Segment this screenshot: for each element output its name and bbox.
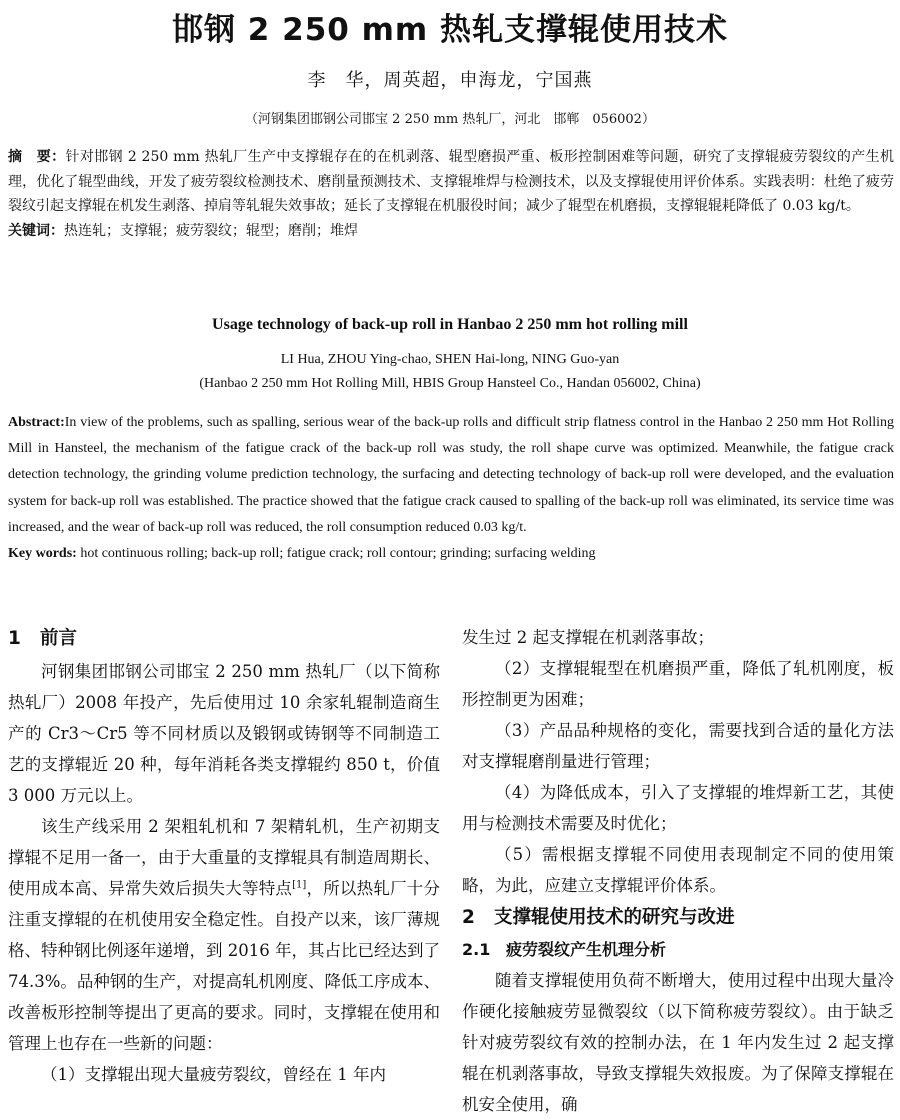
authors-cn: 李 华，周英超，申海龙，宁国燕 — [307, 70, 593, 91]
keywords-en-label: Key words: — [8, 546, 77, 562]
citation-ref-1: [1] — [292, 879, 307, 891]
abstract-en — [8, 410, 894, 541]
paper-title-en: Usage technology of back-up roll in Hanbao 2 250 mm hot rolling mill — [212, 316, 688, 333]
intro-paragraph-1: 河钢集团邯钢公司邯宝 2 250 mm 热轧厂（以下简称热轧厂）2008 年投产，先后使用过 10 余家轧辊制造商生产的 Cr3～Cr5 等不同材质以及锻钢或铸钢等不同制造工艺的支撑辊近 20 种，每年消耗各类支撑辊约 850 t，价值 3 000 万元以上。 — [8, 662, 440, 805]
keywords-cn — [8, 219, 894, 244]
abstract-cn-label: 摘 要： — [8, 149, 66, 165]
section-1-number: 1 — [8, 628, 21, 649]
intro-item-2: （2）支撑辊辊型在机磨损严重，降低了轧机刚度，板形控制更为困难； — [462, 659, 894, 709]
abstract-en-text: In view of the problems, such as spalling, serious wear of the back-up rolls and difficult strip flatness control in the Hanbao 2 250 mm Hot Rolling Mill in Hansteel, the mechanism of the fatigue crack of the back-up roll was study, the roll shape curve was optimized. Meanwhile, the fatigue crack detection technology, the grinding volume prediction technology, the surfacing and detecting technology of back-up roll were developed, and the evaluation system for back-up roll was established. The practice showed that the fatigue crack caused to spalling of the back-up roll was eliminated, its service time was increased, and the wear of back-up roll was reduced, the roll consumption reduced 0.03 kg/t. — [8, 415, 894, 535]
subsection-2-1-heading — [462, 935, 894, 965]
affiliation-en: (Hanbao 2 250 mm Hot Rolling Mill, HBIS Group Hansteel Co., Handan 056002, China) — [199, 376, 701, 391]
section-2-1-paragraph: 随着支撑辊使用负荷不断增大，使用过程中出现大量冷作硬化接触疲劳显微裂纹（以下简称疲劳裂纹）。由于缺乏针对疲劳裂纹有效的控制办法，在 1 年内发生过 2 起支撑辊在机剥落事故，导致支撑辊失效报废。为了保障支撑辊在机安全使用，确 — [462, 971, 894, 1114]
intro-paragraph-2-text-a: 该生产线采用 2 架粗轧机和 7 架精轧机，生产初期支撑辊不足用一备一，由于大重量的支撑辊具有制造周期长、使用成本高、异常失效后损失大等特点 — [8, 817, 440, 898]
subsection-2-1-title: 疲劳裂纹产生机理分析 — [506, 940, 667, 959]
abstract-cn-text: 针对邯钢 2 250 mm 热轧厂生产中支撑辊存在的在机剥落、辊型磨损严重、板形控制困难等问题，研究了支撑辊疲劳裂纹的产生机理，优化了辊型曲线，开发了疲劳裂纹检测技术、磨削量预测技术、支撑辊堆焊与检测技术，以及支撑辊使用评价体系。实践表明：杜绝了疲劳裂纹引起支撑辊在机发生剥落、掉肩等轧辊失效事故；延长了支撑辊在机服役时间；减少了辊型在机磨损，支撑辊辊耗降低了 0.03 kg/t。 — [8, 149, 895, 214]
intro-item-1-continued: 发生过 2 起支撑辊在机剥落事故； — [462, 628, 714, 647]
keywords-cn-label: 关键词： — [8, 222, 64, 239]
body-left-column — [8, 622, 440, 1090]
section-2-title: 支撑辊使用技术的研究与改进 — [494, 907, 735, 928]
section-1-heading — [8, 622, 440, 656]
abstract-cn — [8, 145, 894, 219]
intro-item-4: （4）为降低成本，引入了支撑辊的堆焊新工艺，其使用与检测技术需要及时优化； — [462, 783, 894, 833]
intro-item-5: （5）需根据支撑辊不同使用表现制定不同的使用策略，为此，应建立支撑辊评价体系。 — [462, 845, 894, 895]
keywords-en — [8, 541, 894, 567]
abstract-en-block — [8, 410, 894, 567]
intro-item-3: （3）产品品种规格的变化，需要找到合适的量化方法对支撑辊磨削量进行管理； — [462, 721, 894, 771]
subsection-2-1-number: 2.1 — [462, 940, 491, 959]
keywords-en-text: hot continuous rolling; back-up roll; fatigue crack; roll contour; grinding; surfacing welding — [80, 546, 596, 562]
section-2-heading — [462, 901, 894, 935]
intro-paragraph-2 — [8, 811, 440, 1059]
intro-item-1: （1）支撑辊出现大量疲劳裂纹，曾经在 1 年内 — [41, 1065, 386, 1084]
section-1-title: 前言 — [40, 628, 78, 649]
authors-en: LI Hua, ZHOU Ying-chao, SHEN Hai-long, NING Guo-yan — [280, 352, 620, 367]
body-right-column — [462, 622, 894, 1120]
affiliation-cn: （河钢集团邯钢公司邯宝 2 250 mm 热轧厂，河北 邯郸 056002） — [245, 112, 655, 127]
keywords-cn-text: 热连轧；支撑辊；疲劳裂纹；辊型；磨削；堆焊 — [64, 222, 358, 239]
abstract-en-label: Abstract: — [8, 415, 65, 430]
abstract-cn-block — [8, 145, 894, 243]
intro-paragraph-2-text-b: ，所以热轧厂十分注重支撑辊的在机使用安全稳定性。自投产以来，该厂薄规格、特种钢比例逐年递增，到 2016 年，其占比已经达到了 74.3%。品种钢的生产，对提高轧机刚度、降低工序成本、改善板形控制等提出了更高的要求。同时，支撑辊在使用和管理上也存在一些新的问题： — [8, 879, 441, 1053]
section-2-number: 2 — [462, 907, 475, 928]
paper-title-cn: 邯钢 2 250 mm 热轧支撑辊使用技术 — [171, 12, 729, 48]
